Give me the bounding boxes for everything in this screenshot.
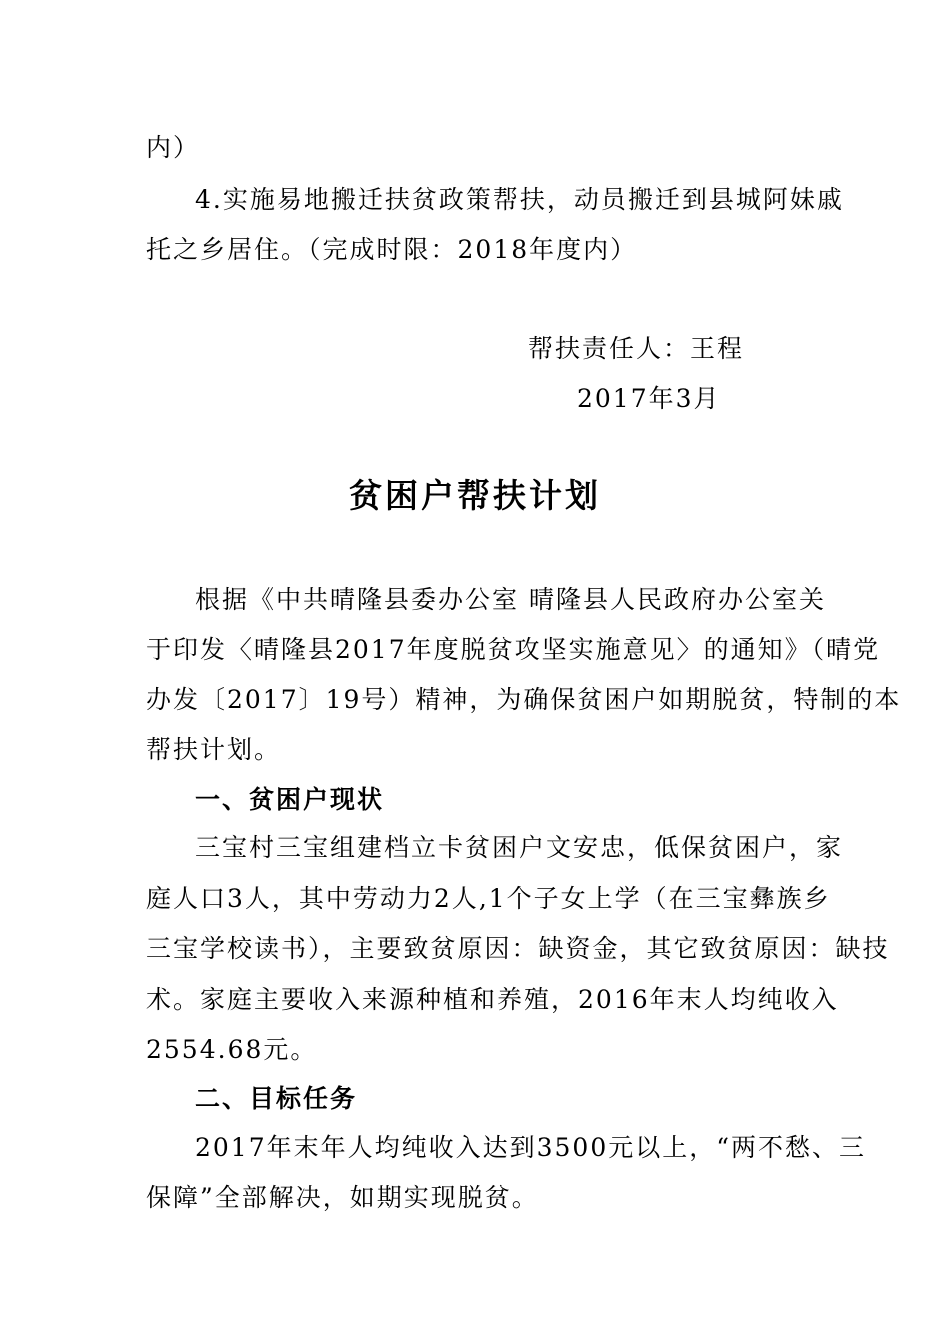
section-1-line-4: 术。家庭主要收入来源种植和养殖，2016年末人均纯收入 bbox=[146, 985, 839, 1014]
continuation-line: 内） bbox=[146, 133, 201, 162]
item-4-line-2: 托之乡居住。（完成时限：2018年度内） bbox=[146, 235, 638, 264]
document-title: 贫困户帮扶计划 bbox=[349, 476, 601, 515]
intro-line-4: 帮扶计划。 bbox=[146, 735, 282, 764]
section-2-line-2: 保障”全部解决，如期实现脱贫。 bbox=[146, 1183, 539, 1212]
section-1-line-3: 三宝学校读书），主要致贫原因：缺资金，其它致贫原因：缺技 bbox=[146, 934, 890, 963]
section-1-line-1: 三宝村三宝组建档立卡贫困户文安忠，低保贫困户，家 bbox=[195, 833, 844, 862]
signature-date: 2017年3月 bbox=[577, 384, 721, 413]
section-1-line-2: 庭人口3人，其中劳动力2人,1个子女上学（在三宝彝族乡 bbox=[146, 884, 831, 913]
section-2-heading: 二、目标任务 bbox=[195, 1084, 358, 1113]
intro-line-1: 根据《中共晴隆县委办公室 晴隆县人民政府办公室关 bbox=[195, 585, 826, 614]
intro-line-2: 于印发〈晴隆县2017年度脱贫攻坚实施意见〉的通知》（晴党 bbox=[146, 635, 881, 664]
section-2-line-1: 2017年末年人均纯收入达到3500元以上，“两不愁、三 bbox=[195, 1133, 867, 1162]
section-1-heading: 一、贫困户现状 bbox=[195, 785, 385, 814]
section-1-line-5: 2554.68元。 bbox=[146, 1035, 318, 1064]
intro-line-3: 办发〔2017〕19号）精神，为确保贫困户如期脱贫，特制的本 bbox=[146, 685, 902, 714]
item-4-line-1: 4.实施易地搬迁扶贫政策帮扶，动员搬迁到县城阿妹戚 bbox=[195, 185, 844, 214]
responsible-person: 帮扶责任人：王程 bbox=[528, 334, 745, 363]
